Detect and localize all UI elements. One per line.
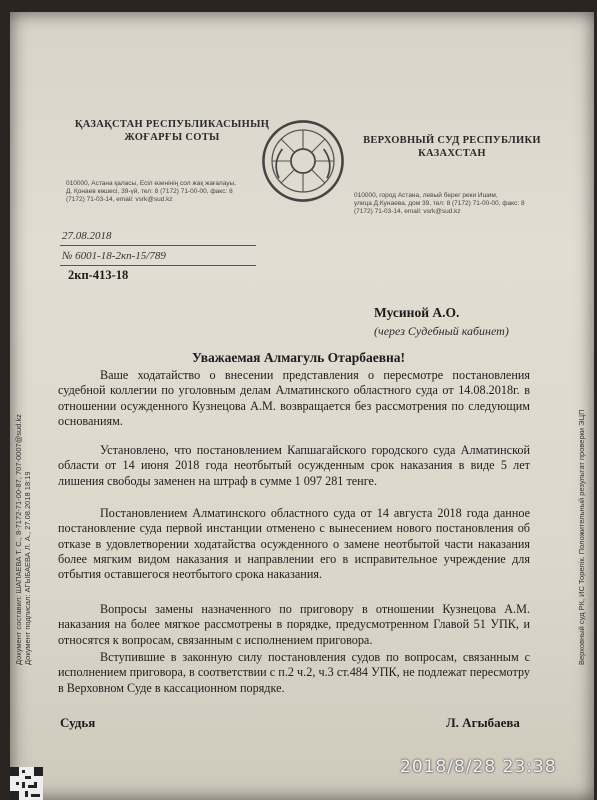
header-kz-line-1: ҚАЗАҚСТАН РЕСПУБЛИКАСЫНЫҢ: [74, 119, 270, 130]
header-ru: [352, 134, 552, 160]
address-kz-line: (7172) 71-03-14, email: vsrk@sud.kz: [66, 196, 173, 203]
signature-name: Л. Агыбаева: [446, 715, 520, 730]
paragraph-3: Постановлением Алматинского областного суда от 14 августа 2018 года данное постановление суда первой инстанции отменено с вынесением нового постановления об отказе в удовлетворении ходатайства осужденного о замене неотбытой части наказания более мягким видом наказания и направлении его в исправительное учреждение для отбытия оставшегося неотбытого срока наказания.: [58, 506, 530, 582]
address-ru-line: 010000, город Астана, левый берег реки Ишим,: [354, 192, 498, 199]
paragraph-4: Вопросы замены назначенного по приговору в отношении Кузнецова А.М. наказания на более мягкое рассмотрены в порядке, предусмотренном Главой 51 УПК, и относятся к вопросам, связанным с исполнением приговора.: [58, 602, 530, 647]
header-ru-line-2: КАЗАХСТАН: [418, 148, 486, 159]
address-ru: [354, 192, 554, 216]
greeting: Уважаемая Алмагуль Отарбаевна!: [191, 350, 406, 365]
outgoing-date: 27.08.2018: [62, 230, 112, 242]
paragraph-1: Ваше ходатайство о внесении представления о пересмотре постановления судебной коллегии по уголовным делам Алматинского областного суда от 14.08.2018г. в отношении осужденного Кузнецова А.М. возвращается без рассмотрения по следующим основаниям.: [58, 368, 530, 428]
address-ru-line: (7172) 71-03-14, email: vsrk@sud.kz: [354, 208, 461, 215]
address-kz: [66, 180, 266, 204]
header-kz-line-2: ЖОҒАРҒЫ СОТЫ: [124, 132, 220, 143]
addressee-name: Мусиной А.О.: [374, 305, 460, 320]
header-ru-line-1: ВЕРХОВНЫЙ СУД РЕСПУБЛИКИ: [363, 135, 541, 146]
side-note-right: Верховный суд РК, ИС Торелік. Положительный результат проверки ЭЦП: [577, 409, 586, 665]
address-ru-line: улица Д.Кунаева, дом 39, тел: 8 (7172) 71-00-00, факс: 8: [354, 200, 525, 207]
state-emblem-icon: [260, 118, 346, 204]
registration-number: № 6001-18-2кп-15/789: [62, 250, 166, 262]
address-kz-line: 010000, Астана қаласы, Есіл өзенінің сол жақ жағалауы,: [66, 180, 236, 187]
header-kz: [62, 118, 282, 144]
reg-underline: [60, 265, 256, 266]
paragraph-5: Вступившие в законную силу постановления судов по вопросам, связанным с исполнением приговора, в соответствии с п.2 ч.2, ч.3 ст.484 УПК, не подлежат пересмотру в Верховном Суде в кассационном порядке.: [58, 650, 530, 695]
paragraph-2: Установлено, что постановлением Капшагайского городского суда Алматинской области от 14 июня 2018 года неотбытый осужденным срок наказания в виде 5 лет лишения свободы заменен на штраф в сумме 1 097 281 тенге.: [58, 443, 530, 488]
side-note-left: [14, 414, 32, 665]
address-kz-line: Д. Қонаев көшесі, 39-үй, тел: 8 (7172) 71-00-00, факс: 8: [66, 188, 233, 195]
addressee-via: (через Судебный кабинет): [374, 324, 509, 338]
date-underline: [60, 245, 256, 246]
side-note-left-line: Документ составил: ШАПАЕВА Т. С., 8-7172-71-00-87, 707-0007@sud.kz: [14, 414, 23, 665]
photo-timestamp: 2018/8/28 23:38: [400, 757, 557, 777]
case-number: 2кп-413-18: [68, 268, 129, 282]
qr-code-icon: [10, 767, 43, 800]
side-note-left-line: Документ подписал: АГЫБАЕВА Л. А., 27.08.2018 18:19: [23, 471, 32, 665]
signature-role: Судья: [60, 715, 96, 730]
